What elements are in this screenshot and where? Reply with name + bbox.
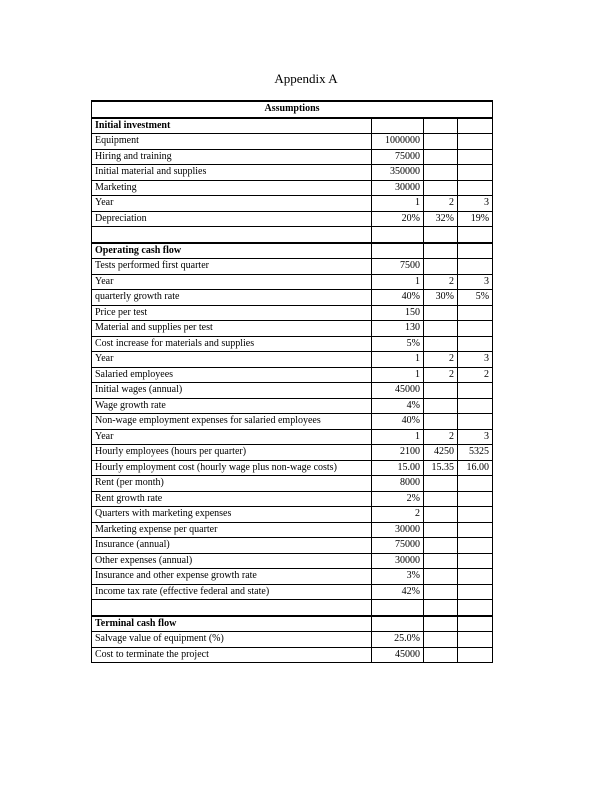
table-row — [92, 274, 493, 290]
value-cell-1: 2100 — [372, 445, 424, 461]
row-label: Hiring and training — [92, 149, 372, 165]
section-header-empty-cell — [424, 616, 458, 632]
section-header-row — [92, 118, 493, 134]
value-cell-3 — [458, 383, 493, 399]
value-cell-3 — [458, 538, 493, 554]
value-cell-3 — [458, 522, 493, 538]
value-cell-1: 1 — [372, 367, 424, 383]
assumptions-table-body — [92, 101, 493, 663]
section-header-empty-cell — [458, 243, 493, 259]
spacer-row — [92, 227, 493, 243]
spacer-cell — [92, 600, 372, 616]
row-label: Salvage value of equipment (%) — [92, 632, 372, 648]
value-cell-2: 2 — [424, 352, 458, 368]
value-cell-3: 5% — [458, 290, 493, 306]
value-cell-1: 15.00 — [372, 460, 424, 476]
row-label: Marketing — [92, 180, 372, 196]
value-cell-2 — [424, 165, 458, 181]
row-label: Income tax rate (effective federal and state) — [92, 584, 372, 600]
section-header-empty-cell — [424, 243, 458, 259]
row-label: Quarters with marketing expenses — [92, 507, 372, 523]
table-row — [92, 352, 493, 368]
row-label: Cost to terminate the project — [92, 647, 372, 663]
row-label: Year — [92, 429, 372, 445]
value-cell-1: 8000 — [372, 476, 424, 492]
value-cell-2 — [424, 305, 458, 321]
spacer-cell — [424, 227, 458, 243]
value-cell-3 — [458, 647, 493, 663]
value-cell-3: 3 — [458, 429, 493, 445]
value-cell-1: 75000 — [372, 538, 424, 554]
section-header: Terminal cash flow — [92, 616, 372, 632]
value-cell-1: 1000000 — [372, 134, 424, 150]
value-cell-3 — [458, 414, 493, 430]
row-label: Rent (per month) — [92, 476, 372, 492]
row-label: Wage growth rate — [92, 398, 372, 414]
table-row — [92, 460, 493, 476]
row-label: Material and supplies per test — [92, 321, 372, 337]
spacer-row — [92, 600, 493, 616]
value-cell-1: 45000 — [372, 647, 424, 663]
table-row — [92, 367, 493, 383]
section-header: Operating cash flow — [92, 243, 372, 259]
table-row — [92, 290, 493, 306]
value-cell-2: 2 — [424, 196, 458, 212]
value-cell-1: 42% — [372, 584, 424, 600]
table-row — [92, 165, 493, 181]
table-row — [92, 553, 493, 569]
value-cell-2 — [424, 149, 458, 165]
row-label: quarterly growth rate — [92, 290, 372, 306]
section-header-row — [92, 616, 493, 632]
value-cell-1: 1 — [372, 196, 424, 212]
spacer-cell — [458, 600, 493, 616]
value-cell-1: 75000 — [372, 149, 424, 165]
spacer-cell — [372, 600, 424, 616]
value-cell-2 — [424, 632, 458, 648]
section-header-empty-cell — [458, 616, 493, 632]
row-label: Equipment — [92, 134, 372, 150]
value-cell-2: 32% — [424, 211, 458, 227]
table-row — [92, 398, 493, 414]
table-row — [92, 321, 493, 337]
row-label: Hourly employment cost (hourly wage plus non-wage costs) — [92, 460, 372, 476]
value-cell-3: 3 — [458, 196, 493, 212]
table-row — [92, 445, 493, 461]
row-label: Cost increase for materials and supplies — [92, 336, 372, 352]
table-row — [92, 196, 493, 212]
table-row — [92, 305, 493, 321]
row-label: Insurance and other expense growth rate — [92, 569, 372, 585]
value-cell-2 — [424, 522, 458, 538]
section-header-empty-cell — [424, 118, 458, 134]
table-title-row — [92, 101, 493, 118]
value-cell-1: 130 — [372, 321, 424, 337]
value-cell-3: 19% — [458, 211, 493, 227]
value-cell-3 — [458, 305, 493, 321]
value-cell-1: 350000 — [372, 165, 424, 181]
value-cell-3: 16.00 — [458, 460, 493, 476]
value-cell-3 — [458, 507, 493, 523]
row-label: Insurance (annual) — [92, 538, 372, 554]
section-header-empty-cell — [372, 243, 424, 259]
value-cell-1: 40% — [372, 290, 424, 306]
table-row — [92, 414, 493, 430]
section-header-empty-cell — [372, 118, 424, 134]
table-row — [92, 134, 493, 150]
value-cell-3 — [458, 569, 493, 585]
value-cell-3 — [458, 476, 493, 492]
table-row — [92, 383, 493, 399]
table-row — [92, 632, 493, 648]
spacer-cell — [424, 600, 458, 616]
value-cell-1: 150 — [372, 305, 424, 321]
value-cell-3 — [458, 553, 493, 569]
table-row — [92, 569, 493, 585]
table-row — [92, 491, 493, 507]
value-cell-2 — [424, 538, 458, 554]
value-cell-2: 2 — [424, 429, 458, 445]
value-cell-1: 1 — [372, 274, 424, 290]
value-cell-1: 1 — [372, 352, 424, 368]
table-title: Assumptions — [92, 101, 493, 118]
value-cell-3 — [458, 259, 493, 275]
value-cell-1: 2% — [372, 491, 424, 507]
table-row — [92, 507, 493, 523]
section-header: Initial investment — [92, 118, 372, 134]
section-header-row — [92, 243, 493, 259]
row-label: Hourly employees (hours per quarter) — [92, 445, 372, 461]
value-cell-2 — [424, 491, 458, 507]
value-cell-3: 3 — [458, 352, 493, 368]
table-row — [92, 336, 493, 352]
table-row — [92, 647, 493, 663]
value-cell-2 — [424, 336, 458, 352]
value-cell-3 — [458, 632, 493, 648]
value-cell-3 — [458, 584, 493, 600]
value-cell-2 — [424, 259, 458, 275]
table-row — [92, 180, 493, 196]
row-label: Salaried employees — [92, 367, 372, 383]
row-label: Marketing expense per quarter — [92, 522, 372, 538]
value-cell-1: 7500 — [372, 259, 424, 275]
value-cell-2 — [424, 553, 458, 569]
value-cell-1: 45000 — [372, 383, 424, 399]
value-cell-3 — [458, 149, 493, 165]
row-label: Rent growth rate — [92, 491, 372, 507]
spacer-cell — [92, 227, 372, 243]
row-label: Price per test — [92, 305, 372, 321]
row-label: Non-wage employment expenses for salaried employees — [92, 414, 372, 430]
value-cell-2 — [424, 398, 458, 414]
value-cell-1: 1 — [372, 429, 424, 445]
page-title: Appendix A — [274, 71, 338, 86]
value-cell-3 — [458, 491, 493, 507]
value-cell-2 — [424, 180, 458, 196]
value-cell-3: 3 — [458, 274, 493, 290]
value-cell-1: 30000 — [372, 522, 424, 538]
spacer-cell — [372, 227, 424, 243]
table-row — [92, 259, 493, 275]
row-label: Initial material and supplies — [92, 165, 372, 181]
table-row — [92, 211, 493, 227]
value-cell-3: 2 — [458, 367, 493, 383]
table-row — [92, 476, 493, 492]
value-cell-2: 4250 — [424, 445, 458, 461]
value-cell-1: 30000 — [372, 553, 424, 569]
value-cell-1: 3% — [372, 569, 424, 585]
row-label: Initial wages (annual) — [92, 383, 372, 399]
value-cell-2 — [424, 414, 458, 430]
assumptions-table — [91, 100, 493, 663]
table-row — [92, 429, 493, 445]
row-label: Year — [92, 352, 372, 368]
value-cell-2 — [424, 134, 458, 150]
table-row — [92, 584, 493, 600]
value-cell-1: 4% — [372, 398, 424, 414]
row-label: Other expenses (annual) — [92, 553, 372, 569]
value-cell-2 — [424, 321, 458, 337]
value-cell-2 — [424, 476, 458, 492]
value-cell-1: 5% — [372, 336, 424, 352]
value-cell-2 — [424, 383, 458, 399]
value-cell-3 — [458, 321, 493, 337]
row-label: Tests performed first quarter — [92, 259, 372, 275]
value-cell-2 — [424, 507, 458, 523]
row-label: Year — [92, 196, 372, 212]
value-cell-3 — [458, 165, 493, 181]
value-cell-3 — [458, 336, 493, 352]
value-cell-3: 5325 — [458, 445, 493, 461]
table-row — [92, 538, 493, 554]
value-cell-1: 20% — [372, 211, 424, 227]
value-cell-2: 15.35 — [424, 460, 458, 476]
row-label: Depreciation — [92, 211, 372, 227]
value-cell-2: 30% — [424, 290, 458, 306]
table-row — [92, 149, 493, 165]
row-label: Year — [92, 274, 372, 290]
value-cell-2: 2 — [424, 367, 458, 383]
value-cell-1: 40% — [372, 414, 424, 430]
value-cell-2 — [424, 647, 458, 663]
spacer-cell — [458, 227, 493, 243]
value-cell-2 — [424, 569, 458, 585]
value-cell-1: 30000 — [372, 180, 424, 196]
value-cell-1: 25.0% — [372, 632, 424, 648]
section-header-empty-cell — [458, 118, 493, 134]
value-cell-3 — [458, 134, 493, 150]
value-cell-3 — [458, 398, 493, 414]
section-header-empty-cell — [372, 616, 424, 632]
value-cell-1: 2 — [372, 507, 424, 523]
value-cell-2: 2 — [424, 274, 458, 290]
value-cell-3 — [458, 180, 493, 196]
value-cell-2 — [424, 584, 458, 600]
table-row — [92, 522, 493, 538]
